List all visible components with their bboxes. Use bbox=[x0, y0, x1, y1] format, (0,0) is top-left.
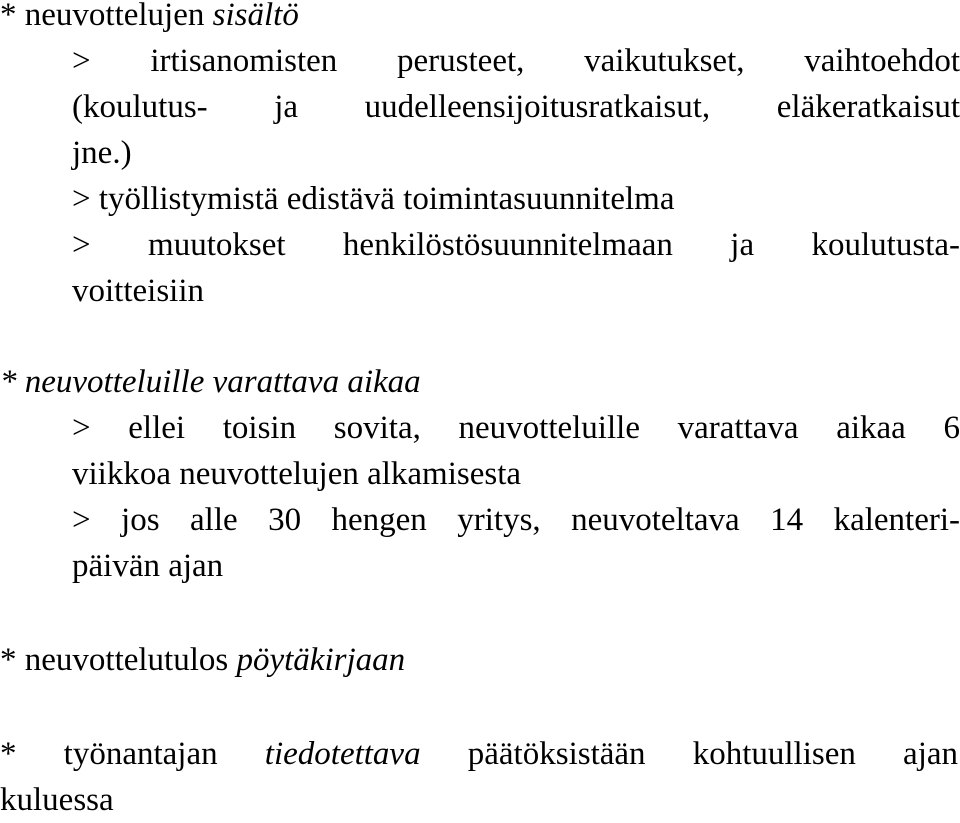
list-item-line: voitteisiin bbox=[72, 273, 204, 309]
section-neuvottelujen-sisalto-heading bbox=[0, 0, 960, 38]
list-item-line: > jos alle 30 hengen yritys, neuvoteltava 14 kalenteri- bbox=[72, 502, 960, 538]
section-neuvottelutulos bbox=[0, 637, 960, 683]
bullet-text: * neuvottelujen bbox=[0, 0, 213, 33]
list-item-line: jne.) bbox=[72, 135, 132, 171]
emphasis-text: sisältö bbox=[212, 0, 299, 33]
list-item-line: päivän ajan bbox=[72, 548, 224, 584]
list-item-line: > irtisanomisten perusteet, vaikutukset, vaihtoehdot bbox=[72, 43, 960, 79]
emphasis-text: pöytäkirjaan bbox=[236, 642, 406, 678]
emphasis-text: tiedotettava bbox=[264, 736, 421, 772]
list-item-line: > työllistymistä edistävä toimintasuunnitelma bbox=[72, 181, 675, 217]
section-tiedottaminen bbox=[0, 731, 958, 777]
spacer bbox=[0, 314, 960, 359]
list-item-line: (koulutus- ja uudelleensijoitusratkaisut, eläkeratkaisut bbox=[72, 89, 960, 125]
bullet-text: * neuvottelutulos bbox=[0, 642, 237, 678]
spacer bbox=[0, 589, 960, 637]
body-text-line: kuluessa bbox=[0, 782, 114, 818]
list-item-line: > muutokset henkilöstösuunnitelmaan ja koulutusta- bbox=[72, 227, 960, 263]
bullet-text: * työnantajan bbox=[0, 736, 265, 772]
section-varattava-aika-heading bbox=[0, 359, 960, 405]
spacer bbox=[0, 683, 960, 731]
list-item-line: viikkoa neuvottelujen alkamisesta bbox=[72, 456, 522, 492]
emphasis-text: * neuvotteluille varattava aikaa bbox=[0, 364, 421, 400]
body-text: päätöksistään kohtuullisen ajan bbox=[420, 736, 959, 772]
list-item-line: > ellei toisin sovita, neuvotteluille varattava aikaa 6 bbox=[72, 410, 960, 446]
